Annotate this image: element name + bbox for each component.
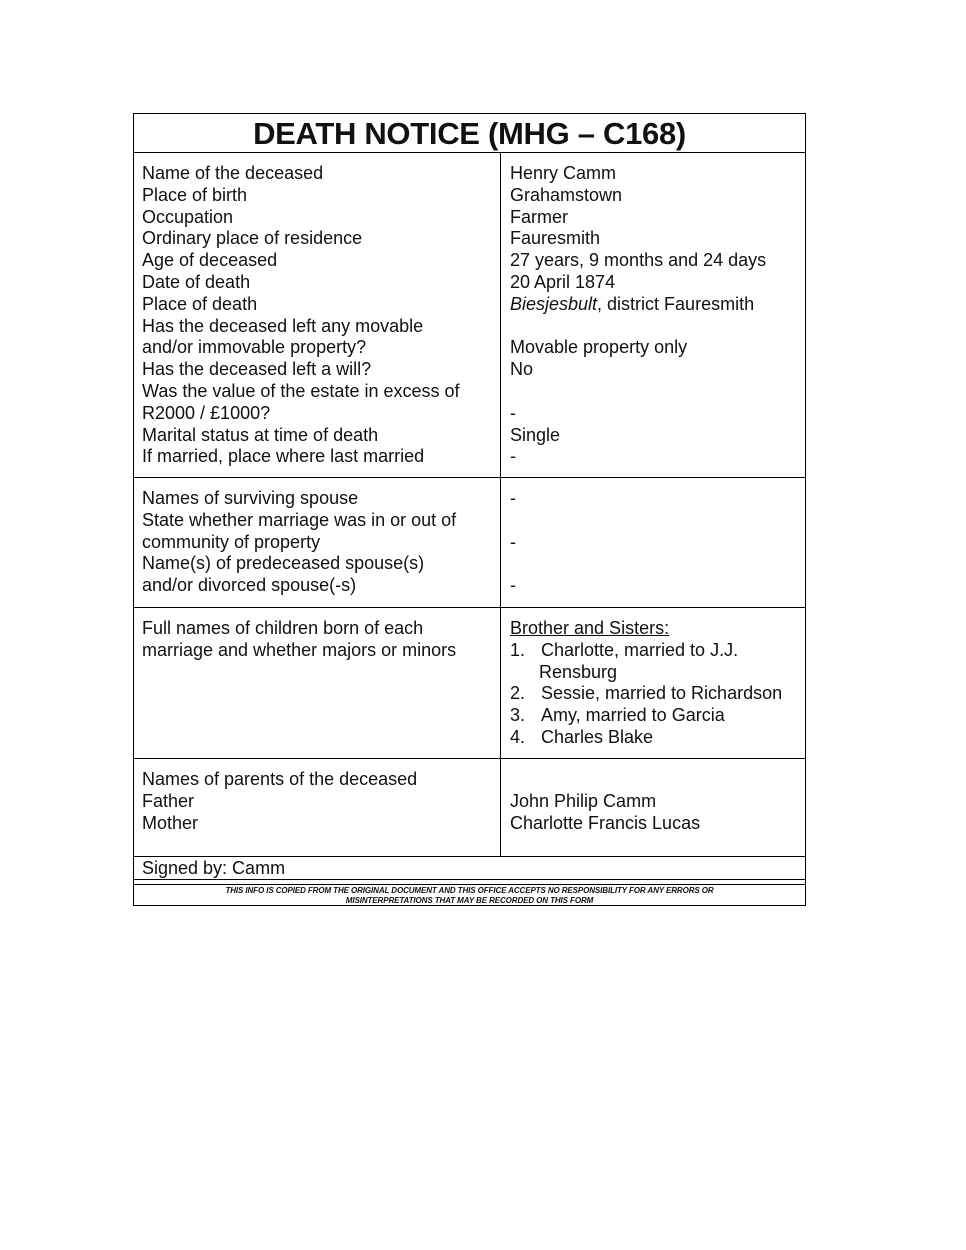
- disclaimer: [134, 885, 805, 905]
- label-birth: Place of birth: [142, 184, 248, 205]
- value-will: No: [510, 359, 534, 380]
- spouse-values: [501, 478, 805, 607]
- label-residence: Ordinary place of residence: [142, 228, 363, 249]
- value-spacer: [510, 553, 805, 575]
- value-place-of-death: [510, 294, 805, 316]
- list-item: [510, 705, 805, 727]
- label-property-2: and/or immovable property?: [142, 337, 367, 358]
- label-estate-1: Was the value of the estate in excess of: [142, 380, 460, 401]
- label-will: Has the deceased left a will?: [142, 359, 372, 380]
- deceased-details-labels: [134, 153, 501, 477]
- list-text: Amy, married to Garcia: [541, 705, 725, 726]
- deceased-details-row: [134, 153, 805, 478]
- value-spacer: [510, 381, 805, 403]
- label-surviving-spouse: Names of surviving spouse: [142, 488, 359, 508]
- value-occupation: Farmer: [510, 206, 568, 227]
- value-father: John Philip Camm: [510, 790, 657, 811]
- label-community-1: State whether marriage was in or out of: [142, 509, 457, 530]
- place-farm-name: Biesjesbult: [510, 293, 598, 314]
- label-date-of-death: Date of death: [142, 271, 251, 292]
- list-number: 2.: [510, 683, 526, 704]
- label-children-1: Full names of children born of each: [142, 618, 424, 638]
- signed-by: Signed by: Camm: [134, 857, 805, 880]
- label-predeceased-1: Name(s) of predeceased spouse(s): [142, 553, 425, 574]
- label-name: Name of the deceased: [142, 163, 324, 183]
- list-number: 3.: [510, 705, 526, 726]
- value-mother: Charlotte Francis Lucas: [510, 812, 701, 833]
- label-predeceased-2: and/or divorced spouse(-s): [142, 575, 357, 596]
- list-item-continued: Rensburg: [539, 661, 618, 682]
- label-married-place: If married, place where last married: [142, 446, 425, 467]
- label-place-of-death: Place of death: [142, 293, 258, 314]
- disclaimer-line-1: THIS INFO IS COPIED FROM THE ORIGINAL DOCUMENT AND THIS OFFICE ACCEPTS NO RESPONSIBILITY FOR ANY ERRORS OR: [225, 886, 714, 895]
- list-number: 1.: [510, 639, 526, 660]
- value-residence: Fauresmith: [510, 228, 601, 249]
- label-age: Age of deceased: [142, 250, 278, 271]
- value-predeceased: -: [510, 575, 516, 596]
- value-property: Movable property only: [510, 337, 688, 358]
- value-married-place: -: [510, 446, 516, 467]
- label-mother: Mother: [142, 812, 199, 833]
- list-text: Charlotte, married to J.J.: [541, 639, 739, 660]
- label-father: Father: [142, 790, 195, 811]
- value-estate: -: [510, 402, 516, 423]
- value-spacer: [510, 510, 805, 532]
- children-labels: [134, 608, 501, 758]
- list-number: 4.: [510, 726, 526, 747]
- list-item: [510, 727, 805, 749]
- label-children-2: marriage and whether majors or minors: [142, 639, 457, 660]
- spouse-row: [134, 478, 805, 608]
- value-surviving-spouse: -: [510, 488, 516, 508]
- siblings-heading: Brother and Sisters:: [510, 618, 670, 638]
- label-property-1: Has the deceased left any movable: [142, 315, 424, 336]
- disclaimer-line-2: MISINTERPRETATIONS THAT MAY BE RECORDED ON THIS FORM: [345, 895, 594, 905]
- children-row: [134, 608, 805, 759]
- value-spacer: [510, 316, 805, 338]
- parents-labels: [134, 759, 501, 856]
- value-spacer: [510, 769, 805, 791]
- label-estate-2: R2000 / £1000?: [142, 402, 271, 423]
- form-title: DEATH NOTICE (MHG – C168): [134, 114, 805, 153]
- value-birth: Grahamstown: [510, 184, 623, 205]
- children-values: [501, 608, 805, 758]
- place-district: , district Fauresmith: [597, 293, 755, 314]
- list-item: [510, 683, 805, 705]
- label-community-2: community of property: [142, 531, 321, 552]
- deceased-details-values: [501, 153, 805, 477]
- spouse-labels: [134, 478, 501, 607]
- value-age: 27 years, 9 months and 24 days: [510, 250, 767, 271]
- parents-values: [501, 759, 805, 856]
- list-text: Charles Blake: [541, 726, 654, 747]
- parents-row: [134, 759, 805, 857]
- value-date-of-death: 20 April 1874: [510, 271, 616, 292]
- label-marital: Marital status at time of death: [142, 424, 379, 445]
- value-community: -: [510, 531, 516, 552]
- list-item: [510, 640, 805, 662]
- label-parents: Names of parents of the deceased: [142, 769, 418, 789]
- death-notice-form: [133, 113, 806, 906]
- list-text: Sessie, married to Richardson: [541, 683, 783, 704]
- value-marital: Single: [510, 424, 561, 445]
- label-occupation: Occupation: [142, 206, 234, 227]
- value-name: Henry Camm: [510, 163, 617, 183]
